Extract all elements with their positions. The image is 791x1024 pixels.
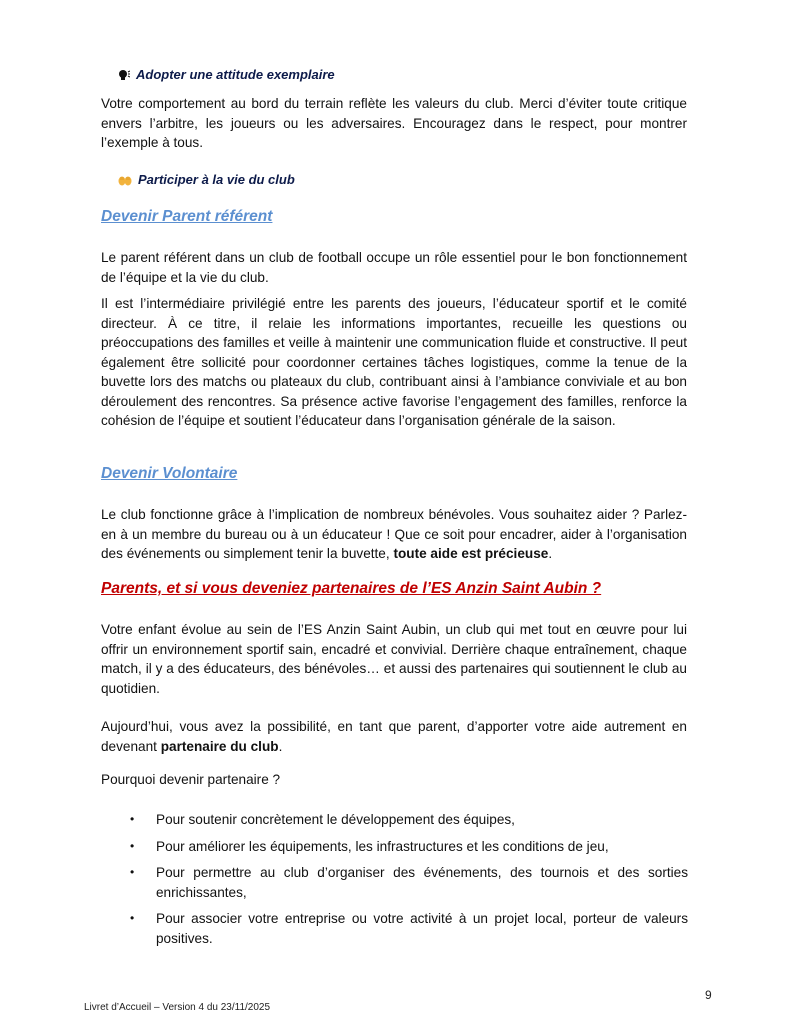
heading-volontaire: Devenir Volontaire [101, 465, 238, 482]
list-item-text: Pour soutenir concrètement le développement des équipes, [156, 812, 515, 827]
paragraph-parent-referent-1: Le parent référent dans un club de football occupe un rôle essentiel pour le bon fonctionnement de l’équipe et la vie du club. [101, 250, 687, 285]
list-item-text: Pour associer votre entreprise ou votre activité à un projet local, porteur de valeurs positives. [156, 911, 688, 946]
raised-hands-icon [118, 174, 132, 186]
reasons-list [128, 810, 688, 955]
list-item-text: Pour améliorer les équipements, les infrastructures et les conditions de jeu, [156, 838, 609, 854]
footer-text: Livret d’Accueil – Version 4 du 23/11/2025 [84, 1002, 271, 1013]
emphasis-text: partenaire du club [160, 738, 279, 754]
paragraph-text: Le club fonctionne grâce à l’implication de nombreux bénévoles. Vous souhaitez aider ? Parlez-en à un membre du bureau ou à un éducateur ! Que ce soit pour encadrer, aider à l’organisation des événements ou simplement tenir la buvette, [101, 507, 687, 561]
list-item [128, 810, 688, 830]
paragraph-text: Aujourd’hui, vous avez la possibilité, en tant que parent, d’apporter votre aide autrement en devenant [101, 719, 687, 754]
subheading-attitude [118, 67, 335, 82]
subheading-text: Participer à la vie du club [138, 172, 295, 187]
subheading-text: Adopter une attitude exemplaire [136, 67, 335, 82]
bullet-icon: • [130, 911, 135, 925]
bullet-icon: • [130, 838, 135, 853]
page-number: 9 [705, 988, 712, 1002]
paragraph-attitude: Votre comportement au bord du terrain reflète les valeurs du club. Merci d’éviter toute critique envers l’arbitre, les joueurs ou les adversaires. Encouragez dans le respect, pour montrer l’exemple à tous. [101, 96, 687, 150]
list-item [128, 837, 688, 857]
list-item [128, 909, 688, 948]
list-item-text: Pour permettre au club d’organiser des événements, des tournois et des sorties enrichissantes, [156, 865, 688, 900]
paragraph-volontaire [101, 505, 687, 564]
subheading-participer [118, 172, 295, 187]
list-item [128, 863, 688, 902]
paragraph-parent-referent-2: Il est l’intermédiaire privilégié entre les parents des joueurs, l’éducateur sportif et le comité directeur. À ce titre, il relaie les informations importantes, recueille les questions ou préoccupations des familles et veille à maintenir une communication fluide et constructive. Il peut également être sollicité pour coordonner certaines tâches logistiques, comme la tenue de la buvette lors des matchs ou plateaux du club, contribuant ainsi à l’ambiance conviviale et au bon déroulement des rencontres. Sa présence active favorise l’engagement des familles, renforce la cohésion de l’équipe et soutient l’éducateur dans l’organisation générale de la saison. [101, 296, 687, 428]
speaking-head-icon [118, 69, 130, 81]
paragraph-partenaires-2 [101, 717, 687, 756]
heading-partenaires: Parents, et si vous deveniez partenaires de l’ES Anzin Saint Aubin ? [101, 580, 602, 597]
question-text: Pourquoi devenir partenaire ? [101, 772, 281, 787]
bullet-icon: • [130, 865, 135, 879]
bullet-icon: • [130, 812, 135, 826]
paragraph-text: . [548, 546, 553, 561]
heading-parent-referent: Devenir Parent référent [101, 208, 273, 225]
paragraph-text: . [278, 738, 283, 754]
emphasis-text: toute aide est précieuse [393, 546, 549, 561]
paragraph-partenaires-1: Votre enfant évolue au sein de l’ES Anzin Saint Aubin, un club qui met tout en œuvre pour lui offrir un environnement sportif sain, encadré et convivial. Derrière chaque entraînement, chaque match, il y a des éducateurs, des bénévoles… et aussi des partenaires qui soutiennent le club au quotidien. [101, 622, 687, 696]
